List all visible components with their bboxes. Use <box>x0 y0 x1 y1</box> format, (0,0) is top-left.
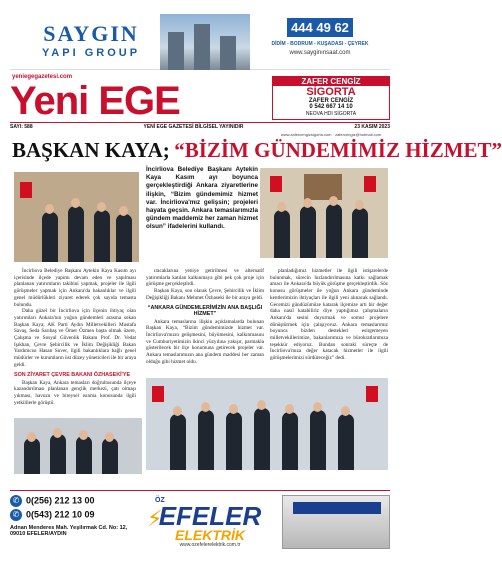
headline <box>12 138 502 168</box>
sponsor-logo <box>16 22 166 64</box>
article-paragraph: Başkan Kaya, Ankara temasları doğrultusunda ilçeye kazandırılması planlanan gençlik merkezi, çatı olmaşı yıkması, havuzu ve bireysel ısınma konusunda ilgili yetkililerle görüştü. <box>14 379 136 406</box>
article-paragraph: ıracaklarına yeniye getirilmesi ve alternatif yatırımlarla katılan kalkınmaya gibi pek çok proje için görüşme gerçekleştirdi. <box>146 268 264 288</box>
advertiser-website[interactable]: www.ozefelerelektrik.com.tr <box>179 542 241 548</box>
issue-date: 23 KASIM 2023 <box>354 124 390 130</box>
newspaper-title: Yeni EGE <box>10 79 180 123</box>
sponsor-box-name: ZAFER CENGİZ <box>273 77 389 86</box>
masthead-info-bar <box>10 122 390 131</box>
storefront-sign <box>293 502 381 514</box>
article-paragraph: İncirliova Belediye Başkanı Aytekin Kaya Kasım ayı içerisinde ilçede yapımı devam eden ve yapılması planlanan yatırımların takibini yapmak, projeler ile ilgili görüşmeler yapmak için Ankara'da bakanlıklar ve ilgili genel müdürlükleri ziyaret ederek çok sayıda temasta bulundu. <box>14 268 136 308</box>
sponsor-brand-line2: YAPI GROUP <box>41 47 141 59</box>
article-subheading: SON ZİYARET ÇEVRE BAKANI ÖZHASEKİ'YE <box>14 371 131 378</box>
storefront-image <box>282 495 390 549</box>
sponsor-box-phone: 0 542 667 14 10 <box>309 104 353 110</box>
bottom-advertisement[interactable] <box>10 490 390 552</box>
lightning-bolt-icon: ⚡ <box>147 507 163 532</box>
article-lead: İncirliova Belediye Başkanı Aytekin Kaya Kasım ayı boyunca gerçekleştirdiği Ankara ziyaretlerine ilişkin, “Bizim gündemimiz hizmet var. İncirliova'mız gelişsin; projeleri hayata geçsin. Ankara temaslarımızla gündem maddemiz her zaman hizmet olsun” ifadelerini kullandı. <box>146 166 258 231</box>
sponsor-phone: 444 49 62 <box>287 18 353 37</box>
article-paragraph: Daha güzel bir İncirliova için ilçenin ihtiyaç olan yatırımları Ankara'nın yoğun gündemleri arasına sokan Başkan Kaya; AK Parti Aydın Milletvekilleri Mustafa Savaş, Seda Sarıbaş ve Ömer Özmen başta olmak üzere, Çalışma ve Sosyal Güvenlik Bakanı Prof. Dr. Vedat Işıkhan, Çevre Şehircilik ve İklim Değişikliği Bakan Yardımcısı Hasan Suver, ilgili bakanlıklara bağlı genel müdürler ve kurumların üst düzey yöneticileri ile bir araya geldi. <box>14 308 136 368</box>
sponsor-box-product: SİGORTA <box>306 86 356 98</box>
photo-group-meeting <box>146 378 388 470</box>
photo-meeting-minister <box>260 168 388 258</box>
site-url[interactable]: yeniegegazetesi.com <box>12 74 73 80</box>
top-advertisement[interactable] <box>10 14 390 70</box>
advertiser-phone-2: 0(543) 212 10 09 <box>26 509 95 520</box>
sponsor-brand-line1: SAYGIN <box>43 21 139 46</box>
advertiser-logo <box>145 497 275 547</box>
sponsor-box-contact: www.zafercengizsigorta.com · zafercengiz@hotmail.com <box>280 132 382 137</box>
article-column-3 <box>270 268 388 374</box>
sponsor-contact <box>250 18 390 66</box>
sponsor-box-owner: ZAFER CENGİZ <box>308 98 354 104</box>
sponsor-box[interactable] <box>272 76 390 120</box>
advertiser-address: Adnan Menderes Mah. Yeşilırmak Cd. No: 12, 09010 EFELER/AYDIN <box>10 525 128 537</box>
sponsor-box-partners: NEOVA HDI SİGORTA <box>305 111 357 117</box>
advertiser-brand-main: EFELER <box>158 501 262 531</box>
article-paragraph: Ankara temaslarına ilişkin açıklamalarda bulunan Başkan Kaya, “Bizim gündemimizde hizmet var. İncirliova'mızın gelişmesini, büyümesini, kalkınmasını ve Cumhuriyetimizin ikinci yüzyılına yakışır, parmakla gösterilecek bir ilçe konumuna getirecek projeler var. Ankara temaslarımızın ana gündem maddesi her zaman olduğu gibi hizmet oldu. <box>146 318 264 365</box>
headline-part1: BAŞKAN KAYA; <box>12 138 170 162</box>
masthead <box>10 74 390 137</box>
advertiser-brand-sub: ELEKTRİK <box>175 527 245 543</box>
building-image <box>160 14 250 70</box>
photo-small-meeting <box>14 418 142 474</box>
phone-icon: ✆ <box>10 495 22 507</box>
publisher-line: YENİ EGE GAZETESİ BİLGİSEL YAYINIDIR <box>143 124 244 130</box>
sponsor-locations: DİDİM - BODRUM - KUŞADASI - ÇEYREK <box>271 41 369 47</box>
article-paragraph: Başkan Kaya, son olarak Çevre, Şehircilik ve İklim Değişikliği Bakanı Mehmet Özhaseki ile bir araya geldi. <box>146 288 264 301</box>
sponsor-website[interactable]: www.sayginınsaat.com <box>289 50 351 56</box>
mobile-phone-icon: ✆ <box>10 509 22 521</box>
advertiser-brand-prefix: ÖZ <box>155 497 165 504</box>
article-paragraph: planladığımız hizmetler ile ilgili istişarelerde bulunmak, sürecin hızlandırılmasına katkı sağlamak amacı ile Ankara'da büyük görüşme gerçekleştirdik. Söz konusu görüşmeler ile yoğun Ankara gündeminde kentlerimizin ihtiyaçları ile ilgili yeni alınacak sağlandı. Gecemizi gündüzümüze katarak ilçemize artı bir değer daha nasıl katabiliriz diye yaptığımız çalışmaların Ankara'da sesini duyurmak ve somut projelere dönüştürmek için çalışıyoruz. Ankara temaslarımız boyunca bizden destekleri esirgemeyen milletvekillerimize, bakanlarımıza ve bürokratlarımıza teşekkür ediyoruz. Bundan sonraki süreçte de İncirliova'mıza değer katacak hizmetler ile ilgili görüşmelerimizi sürdüreceğiz” dedi. <box>270 268 388 362</box>
headline-part2: “BİZİM GÜNDEMİMİZ HİZMET” <box>174 138 502 162</box>
advertiser-phone-1: 0(256) 212 13 00 <box>26 495 95 506</box>
issue-number: SAYI: 588 <box>10 124 33 130</box>
article-subheading: “ANKARA GÜNDEMLERİMİZİN ANA BAŞLIĞI HİZMET” <box>147 304 263 317</box>
article-column-2 <box>146 268 264 374</box>
advertiser-contact <box>10 495 130 549</box>
article-column-1 <box>14 268 136 416</box>
photo-meeting-office <box>14 172 139 262</box>
